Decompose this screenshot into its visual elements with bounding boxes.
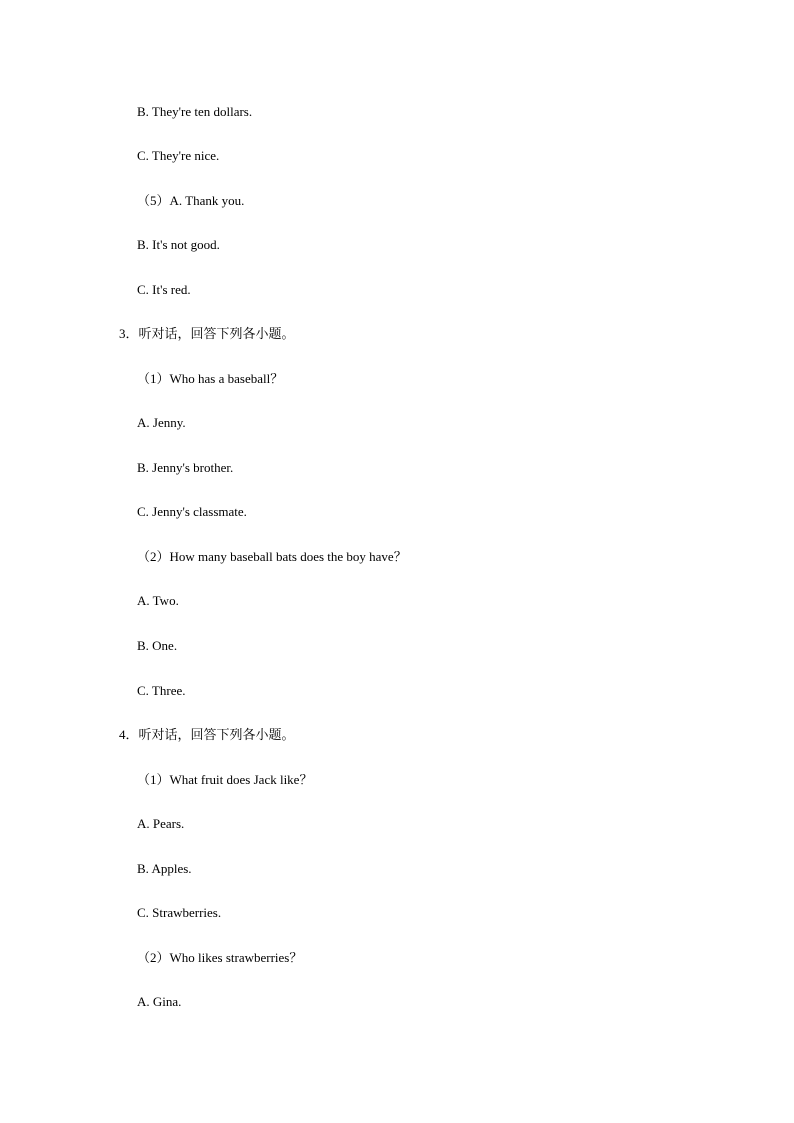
q3-1-option-c: C. Jenny's classmate. — [137, 504, 247, 519]
option-c-red: C. It's red. — [137, 282, 191, 297]
q4-1-option-a: A. Pears. — [137, 816, 185, 831]
q4-1-option-c: C. Strawberries. — [137, 905, 222, 920]
subquestion-5-option-a: （5）A. Thank you. — [137, 193, 245, 208]
question-3-sub-1: （1）Who has a baseball？ — [137, 371, 284, 386]
q3-1-option-b: B. Jenny's brother. — [137, 460, 234, 475]
q4-1-option-b: B. Apples. — [137, 861, 192, 876]
q3-2-option-c: C. Three. — [137, 683, 186, 698]
q3-1-option-a: A. Jenny. — [137, 415, 186, 430]
question-3-sub-2: （2）How many baseball bats does the boy have？ — [137, 549, 407, 564]
question-4-sub-2: （2）Who likes strawberries？ — [137, 950, 303, 965]
question-4-sub-1: （1）What fruit does Jack like？ — [137, 772, 313, 787]
q3-2-option-a: A. Two. — [137, 593, 179, 608]
option-c-nice: C. They're nice. — [137, 148, 220, 163]
q3-2-option-b: B. One. — [137, 638, 178, 653]
q4-2-option-a: A. Gina. — [137, 994, 182, 1009]
option-b-not-good: B. It's not good. — [137, 237, 220, 252]
option-b-ten-dollars: B. They're ten dollars. — [137, 104, 253, 119]
question-4-heading: 4．听对话，回答下列各小题。 — [119, 727, 295, 742]
question-3-heading: 3．听对话，回答下列各小题。 — [119, 326, 295, 341]
